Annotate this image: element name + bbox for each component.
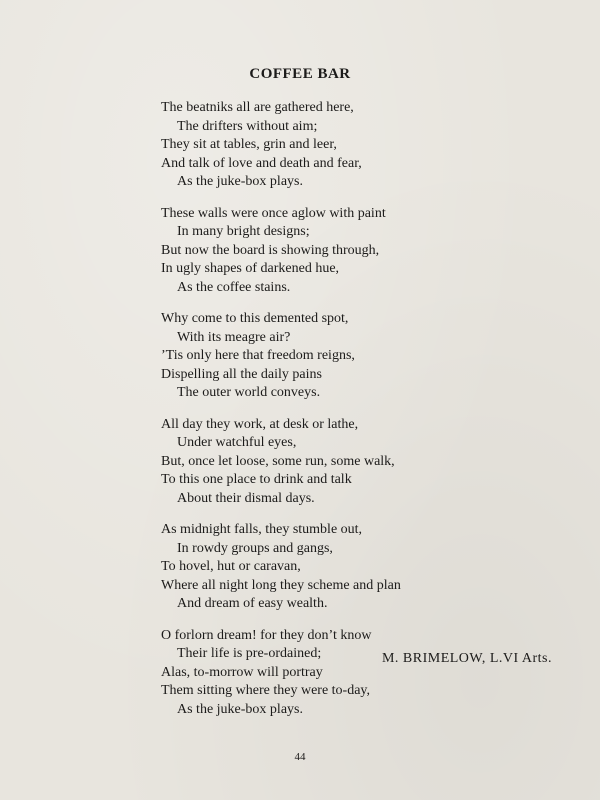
- poem-line: The drifters without aim;: [177, 118, 318, 134]
- poem-line: In many bright designs;: [177, 224, 310, 239]
- poem-line: But, once let loose, some run, some walk,: [161, 453, 395, 469]
- stanza-3: [161, 310, 581, 403]
- poem-line: About their dismal days.: [177, 490, 315, 506]
- poem-line: The beatniks all are gathered here,: [161, 100, 354, 115]
- stanza-1: [161, 99, 581, 192]
- stanza-2: [161, 205, 581, 298]
- poem-line: They sit at tables, grin and leer,: [161, 137, 337, 152]
- poem-line: In ugly shapes of darkened hue,: [161, 261, 340, 276]
- poem-line: Their life is pre-ordained;: [177, 646, 322, 661]
- poem-title: COFFEE BAR: [249, 66, 351, 82]
- poem-line: And talk of love and death and fear,: [161, 155, 362, 171]
- poem-line: Them sitting where they were to-day,: [161, 683, 371, 698]
- stanza-6: [161, 627, 581, 720]
- poem-line: Where all night long they scheme and plan: [161, 577, 401, 593]
- poem-line: ’Tis only here that freedom reigns,: [161, 348, 355, 363]
- stanza-4: [161, 416, 581, 509]
- poem-line: Dispelling all the daily pains: [161, 366, 322, 382]
- poem-line: Alas, to-morrow will portray: [161, 664, 323, 680]
- poem-line: The outer world conveys.: [177, 385, 321, 400]
- poem-line: All day they work, at desk or lathe,: [161, 416, 359, 432]
- poem-line: As midnight falls, they stumble out,: [161, 522, 363, 537]
- poem-line: As the juke-box plays.: [177, 174, 303, 189]
- poem-author: M. BRIMELOW, L.VI Arts.: [381, 651, 552, 666]
- poem-line: And dream of easy wealth.: [177, 596, 328, 611]
- poem-line: In rowdy groups and gangs,: [177, 540, 333, 556]
- poem-body: [161, 99, 581, 732]
- stanza-5: [161, 521, 581, 614]
- poem-line: Under watchful eyes,: [177, 435, 297, 450]
- poem-line: But now the board is showing through,: [161, 242, 380, 258]
- poem-line: To this one place to drink and talk: [161, 472, 352, 487]
- poem-line: With its meagre air?: [177, 329, 291, 345]
- poem-line: O forlorn dream! for they don’t know: [161, 627, 372, 643]
- poem-line: These walls were once aglow with paint: [161, 205, 386, 221]
- poem-line: As the coffee stains.: [177, 279, 291, 295]
- poem-line: Why come to this demented spot,: [161, 311, 349, 326]
- poem-line: To hovel, hut or caravan,: [161, 559, 301, 574]
- page-number: 44: [294, 751, 306, 763]
- poem-line: As the juke-box plays.: [177, 701, 303, 717]
